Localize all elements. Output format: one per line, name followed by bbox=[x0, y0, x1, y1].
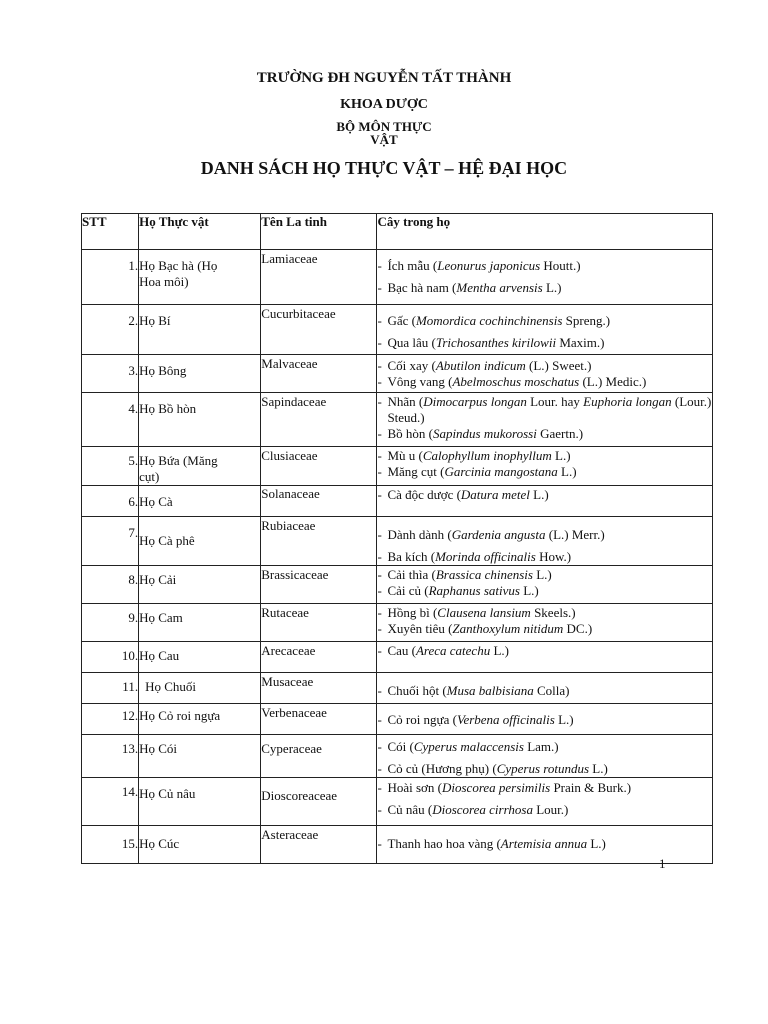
plant-scientific-name: Musa balbisiana bbox=[446, 683, 534, 698]
plant-author: L.) bbox=[542, 280, 562, 295]
plant-item bbox=[377, 836, 712, 852]
cell-stt: 10. bbox=[82, 642, 139, 673]
cell-family: Họ Củ nâu bbox=[139, 778, 261, 826]
plant-scientific-name: Verbena officinalis bbox=[456, 712, 555, 727]
plant-author: (L.) Sweet.) bbox=[525, 358, 592, 373]
cell-latin-name: Rubiaceae bbox=[261, 517, 377, 566]
cell-latin-name: Cyperaceae bbox=[261, 735, 377, 778]
plant-author: How.) bbox=[535, 549, 572, 564]
plant-author: DC.) bbox=[563, 621, 593, 636]
cell-stt: 5. bbox=[82, 447, 139, 486]
plant-scientific-name: Clausena lansium bbox=[437, 605, 531, 620]
plant-item bbox=[377, 583, 712, 599]
plant-scientific-name: Cyperus malaccensis bbox=[413, 739, 524, 754]
plant-item bbox=[377, 605, 712, 621]
faculty-name: KHOA DƯỢC bbox=[340, 97, 428, 112]
plant-common-name: Chuối hột ( bbox=[387, 683, 447, 698]
cell-plants bbox=[377, 250, 713, 305]
cell-stt: 13. bbox=[82, 735, 139, 778]
plant-common-name: Cói ( bbox=[387, 739, 414, 754]
cell-stt: 15. bbox=[82, 826, 139, 864]
cell-stt: 6. bbox=[82, 486, 139, 517]
cell-plants bbox=[377, 642, 713, 673]
plant-common-name: Vông vang ( bbox=[387, 374, 453, 389]
plant-family-table bbox=[81, 213, 713, 864]
table-row bbox=[82, 778, 713, 826]
plant-scientific-name: Areca catechu bbox=[415, 643, 491, 658]
plant-author: L.) bbox=[532, 567, 552, 582]
cell-plants bbox=[377, 673, 713, 704]
cell-stt: 3. bbox=[82, 355, 139, 393]
table-row bbox=[82, 486, 713, 517]
cell-family: Họ Cam bbox=[139, 604, 261, 642]
plant-scientific-name: Brassica chinensis bbox=[435, 567, 533, 582]
plant-item bbox=[377, 464, 712, 480]
cell-family: Họ Bứa (Măng cụt) bbox=[139, 447, 261, 486]
cell-family: Họ Cói bbox=[139, 735, 261, 778]
plant-common-name: Gấc ( bbox=[387, 313, 416, 328]
cell-stt: 12. bbox=[82, 704, 139, 735]
cell-family: Họ Bí bbox=[139, 305, 261, 355]
plant-item bbox=[377, 761, 712, 777]
bullet-dash: - bbox=[377, 426, 382, 441]
plant-item bbox=[377, 335, 712, 351]
plant-scientific-name: Gardenia angusta bbox=[451, 527, 546, 542]
bullet-dash: - bbox=[377, 448, 382, 463]
cell-stt: 1. bbox=[82, 250, 139, 305]
cell-latin-name: Rutaceae bbox=[261, 604, 377, 642]
plant-common-name: Qua lâu ( bbox=[387, 335, 436, 350]
cell-family: Họ Cà bbox=[139, 486, 261, 517]
plant-scientific-name: Calophyllum inophyllum bbox=[422, 448, 552, 463]
plant-author: L.) bbox=[519, 583, 539, 598]
table-header-row bbox=[82, 214, 713, 250]
plant-common-name: Dành dành ( bbox=[387, 527, 452, 542]
table-row bbox=[82, 250, 713, 305]
department-name bbox=[0, 120, 768, 146]
table-row bbox=[82, 604, 713, 642]
bullet-dash: - bbox=[377, 549, 382, 564]
table-row bbox=[82, 735, 713, 778]
plant-item bbox=[377, 643, 712, 659]
cell-stt: 2. bbox=[82, 305, 139, 355]
plant-item bbox=[377, 683, 712, 699]
plant-author: Houtt.) bbox=[540, 258, 581, 273]
table-row bbox=[82, 355, 713, 393]
bullet-dash: - bbox=[377, 761, 382, 776]
cell-latin-name: Musaceae bbox=[261, 673, 377, 704]
table-row bbox=[82, 642, 713, 673]
plant-common-name: Xuyên tiêu ( bbox=[387, 621, 453, 636]
plant-scientific-name: Momordica cochinchinensis bbox=[415, 313, 563, 328]
plant-author: L.) bbox=[490, 643, 509, 658]
plant-synonym-author: (Lour.) Steud.) bbox=[387, 394, 712, 425]
cell-family: Họ Cúc bbox=[139, 826, 261, 864]
cell-stt: 9. bbox=[82, 604, 139, 642]
table-row bbox=[82, 826, 713, 864]
plant-item bbox=[377, 258, 712, 274]
plant-common-name: Măng cụt ( bbox=[387, 464, 445, 479]
bullet-dash: - bbox=[377, 527, 382, 542]
cell-plants bbox=[377, 486, 713, 517]
cell-stt: 14. bbox=[82, 778, 139, 826]
department-line-2: VẬT bbox=[370, 132, 398, 147]
cell-latin-name: Cucurbitaceae bbox=[261, 305, 377, 355]
plant-item bbox=[377, 313, 712, 329]
plant-common-name: Nhãn ( bbox=[387, 394, 424, 409]
cell-plants bbox=[377, 393, 713, 447]
cell-family: Họ Bông bbox=[139, 355, 261, 393]
cell-family: Họ Cỏ roi ngựa bbox=[139, 704, 261, 735]
column-header-latin: Tên La tinh bbox=[261, 214, 377, 250]
plant-author: L.) bbox=[589, 761, 608, 776]
plant-item bbox=[377, 527, 712, 543]
plant-author: L.) bbox=[529, 487, 549, 502]
cell-latin-name: Dioscoreaceae bbox=[261, 778, 377, 826]
plant-item bbox=[377, 567, 712, 583]
bullet-dash: - bbox=[377, 712, 382, 727]
cell-stt: 11. bbox=[82, 673, 139, 704]
bullet-dash: - bbox=[377, 358, 382, 373]
plant-item bbox=[377, 780, 712, 796]
cell-latin-name: Verbenaceae bbox=[261, 704, 377, 735]
bullet-dash: - bbox=[377, 487, 382, 502]
cell-stt: 7. bbox=[82, 517, 139, 566]
table-row bbox=[82, 704, 713, 735]
plant-common-name: Ba kích ( bbox=[387, 549, 436, 564]
plant-scientific-name: Morinda officinalis bbox=[435, 549, 536, 564]
cell-plants bbox=[377, 778, 713, 826]
cell-family: Họ Bạc hà (Họ Hoa môi) bbox=[139, 250, 261, 305]
bullet-dash: - bbox=[377, 683, 382, 698]
plant-item bbox=[377, 549, 712, 565]
bullet-dash: - bbox=[377, 394, 382, 409]
plant-common-name: Cối xay ( bbox=[387, 358, 436, 373]
document-title: DANH SÁCH HỌ THỰC VẬT – HỆ ĐẠI HỌC bbox=[200, 158, 568, 178]
bullet-dash: - bbox=[377, 280, 382, 295]
plant-item bbox=[377, 358, 712, 374]
plant-author: L.) bbox=[557, 464, 577, 479]
plant-author: Gaertn.) bbox=[536, 426, 584, 441]
plant-scientific-name: Artemisia annua bbox=[500, 836, 588, 851]
plant-item bbox=[377, 280, 712, 296]
plant-scientific-name: Dioscorea persimilis bbox=[441, 780, 551, 795]
plant-item bbox=[377, 712, 712, 728]
plant-author: Maxim.) bbox=[556, 335, 605, 350]
plant-scientific-name: Leonurus japonicus bbox=[437, 258, 541, 273]
plant-author: L.) bbox=[551, 448, 571, 463]
cell-plants bbox=[377, 735, 713, 778]
table-row bbox=[82, 305, 713, 355]
plant-common-name: Cải thìa ( bbox=[387, 567, 436, 582]
cell-stt: 8. bbox=[82, 566, 139, 604]
plant-item bbox=[377, 487, 712, 503]
plant-author: Prain & Burk.) bbox=[550, 780, 632, 795]
plant-common-name: Củ nâu ( bbox=[387, 802, 433, 817]
plant-scientific-name: Trichosanthes kirilowii bbox=[435, 335, 557, 350]
plant-common-name: Cỏ roi ngựa ( bbox=[387, 712, 457, 727]
plant-common-name: Hồng bì ( bbox=[387, 605, 438, 620]
column-header-stt: STT bbox=[82, 214, 139, 250]
bullet-dash: - bbox=[377, 780, 382, 795]
plant-common-name: Cỏ củ (Hương phụ) ( bbox=[387, 761, 497, 776]
cell-plants bbox=[377, 517, 713, 566]
plant-item bbox=[377, 374, 712, 390]
plant-common-name: Cà độc dược ( bbox=[387, 487, 461, 502]
plant-scientific-name: Datura metel bbox=[460, 487, 530, 502]
plant-author: L.) bbox=[554, 712, 574, 727]
cell-latin-name: Brassicaceae bbox=[261, 566, 377, 604]
bullet-dash: - bbox=[377, 643, 382, 658]
plant-author: (L.) Medic.) bbox=[579, 374, 647, 389]
cell-plants bbox=[377, 447, 713, 486]
plant-item bbox=[377, 394, 712, 426]
plant-item bbox=[377, 426, 712, 442]
cell-latin-name: Asteraceae bbox=[261, 826, 377, 864]
cell-family: Họ Cà phê bbox=[139, 517, 261, 566]
plant-common-name: Cau ( bbox=[387, 643, 416, 658]
plant-author: L.) bbox=[587, 836, 606, 851]
cell-latin-name: Arecaceae bbox=[261, 642, 377, 673]
plant-scientific-name: Dimocarpus longan bbox=[423, 394, 527, 409]
table-row bbox=[82, 447, 713, 486]
cell-plants bbox=[377, 566, 713, 604]
column-header-plants: Cây trong họ bbox=[377, 214, 713, 250]
cell-latin-name: Lamiaceae bbox=[261, 250, 377, 305]
plant-author: Lour. hay bbox=[526, 394, 584, 409]
cell-latin-name: Clusiaceae bbox=[261, 447, 377, 486]
plant-common-name: Thanh hao hoa vàng ( bbox=[387, 836, 501, 851]
page-number: 1 bbox=[659, 856, 666, 871]
plant-common-name: Bồ hòn ( bbox=[387, 426, 433, 441]
plant-author: Spreng.) bbox=[562, 313, 611, 328]
plant-scientific-name: Cyperus rotundus bbox=[496, 761, 590, 776]
plant-author: (L.) Merr.) bbox=[545, 527, 605, 542]
plant-common-name: Cải củ ( bbox=[387, 583, 429, 598]
cell-latin-name: Malvaceae bbox=[261, 355, 377, 393]
cell-plants bbox=[377, 355, 713, 393]
cell-latin-name: Solanaceae bbox=[261, 486, 377, 517]
cell-family: Họ Chuối bbox=[139, 673, 261, 704]
cell-family: Họ Cải bbox=[139, 566, 261, 604]
plant-common-name: Mù u ( bbox=[387, 448, 423, 463]
bullet-dash: - bbox=[377, 464, 382, 479]
bullet-dash: - bbox=[377, 374, 382, 389]
plant-scientific-name: Dioscorea cirrhosa bbox=[432, 802, 533, 817]
table-row bbox=[82, 393, 713, 447]
plant-author: Skeels.) bbox=[530, 605, 576, 620]
bullet-dash: - bbox=[377, 836, 382, 851]
bullet-dash: - bbox=[377, 567, 382, 582]
plant-scientific-synonym: Euphoria longan bbox=[583, 394, 672, 409]
table-row bbox=[82, 517, 713, 566]
plant-scientific-name: Abelmoschus moschatus bbox=[452, 374, 580, 389]
cell-stt: 4. bbox=[82, 393, 139, 447]
table-row bbox=[82, 673, 713, 704]
plant-common-name: Hoài sơn ( bbox=[387, 780, 442, 795]
plant-item bbox=[377, 739, 712, 755]
bullet-dash: - bbox=[377, 335, 382, 350]
plant-item bbox=[377, 448, 712, 464]
plant-author: Lam.) bbox=[523, 739, 559, 754]
plant-scientific-name: Zanthoxylum nitidum bbox=[452, 621, 564, 636]
table-row bbox=[82, 566, 713, 604]
cell-family: Họ Cau bbox=[139, 642, 261, 673]
bullet-dash: - bbox=[377, 313, 382, 328]
cell-family: Họ Bồ hòn bbox=[139, 393, 261, 447]
bullet-dash: - bbox=[377, 605, 382, 620]
cell-latin-name: Sapindaceae bbox=[261, 393, 377, 447]
plant-item bbox=[377, 802, 712, 818]
bullet-dash: - bbox=[377, 739, 382, 754]
plant-common-name: Ích mẫu ( bbox=[387, 258, 438, 273]
cell-plants bbox=[377, 704, 713, 735]
bullet-dash: - bbox=[377, 621, 382, 636]
plant-scientific-name: Mentha arvensis bbox=[456, 280, 543, 295]
plant-scientific-name: Garcinia mangostana bbox=[444, 464, 558, 479]
department-line-1: BỘ MÔN THỰC bbox=[336, 119, 432, 134]
table-body bbox=[82, 250, 713, 864]
school-name: TRƯỜNG ĐH NGUYỄN TẤT THÀNH bbox=[256, 70, 512, 86]
cell-plants bbox=[377, 305, 713, 355]
cell-plants bbox=[377, 604, 713, 642]
plant-scientific-name: Sapindus mukorossi bbox=[432, 426, 537, 441]
plant-common-name: Bạc hà nam ( bbox=[387, 280, 457, 295]
bullet-dash: - bbox=[377, 583, 382, 598]
plant-item bbox=[377, 621, 712, 637]
bullet-dash: - bbox=[377, 258, 382, 273]
plant-scientific-name: Raphanus sativus bbox=[428, 583, 520, 598]
plant-author: Colla) bbox=[533, 683, 570, 698]
plant-scientific-name: Abutilon indicum bbox=[435, 358, 526, 373]
column-header-family: Họ Thực vật bbox=[139, 214, 261, 250]
bullet-dash: - bbox=[377, 802, 382, 817]
plant-author: Lour.) bbox=[532, 802, 569, 817]
